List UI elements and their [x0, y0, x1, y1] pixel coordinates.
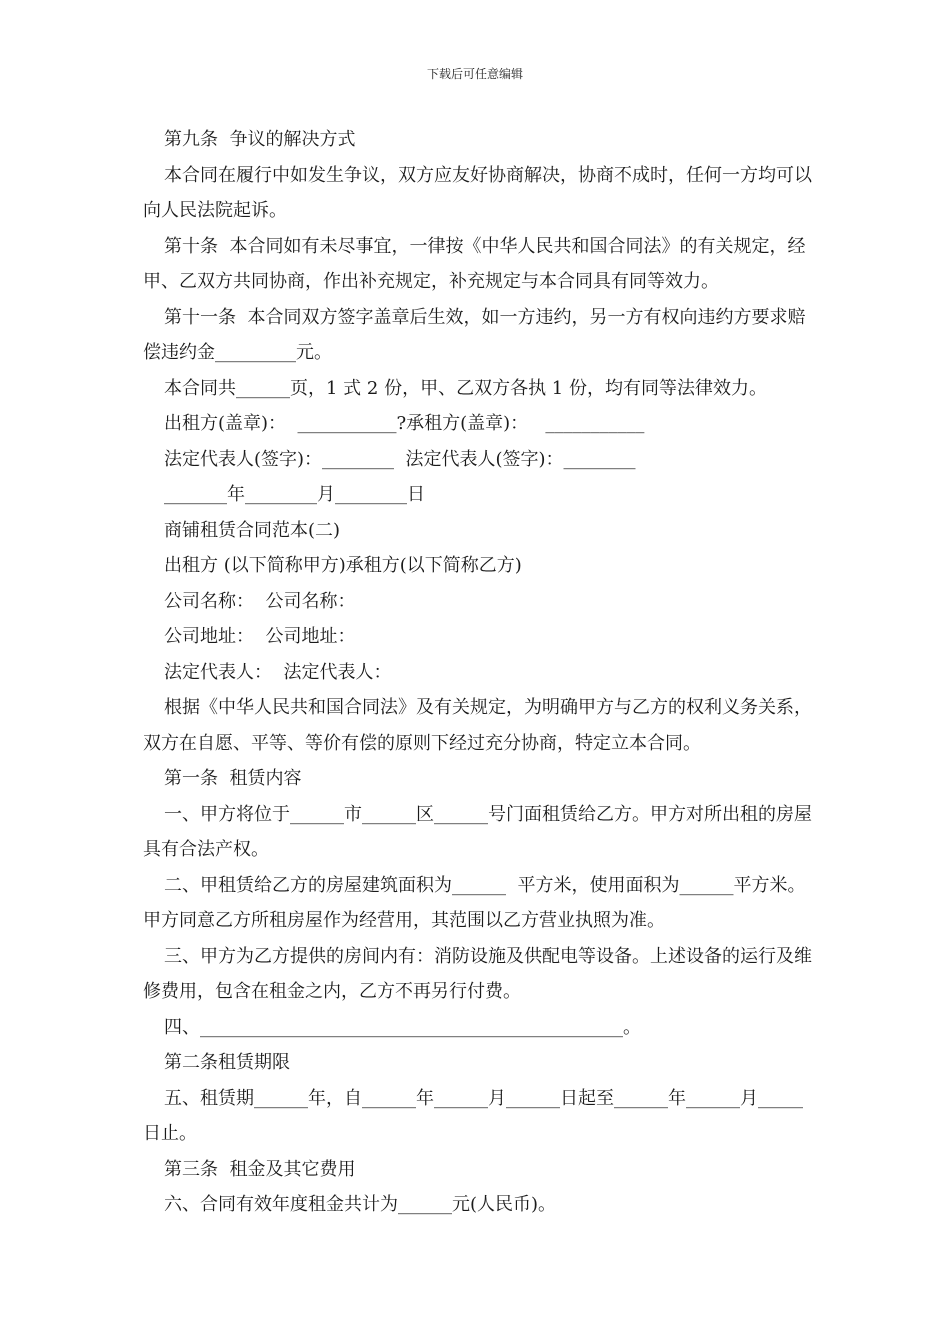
page-header-note: 下载后可任意编辑 [426, 67, 523, 81]
clause-3: 三、甲方为乙方提供的房间内有：消防设施及供配电等设备。上述设备的运行及维修费用，包含在租金之内，乙方不再另行付费。 [143, 945, 812, 1002]
company-name-line: 公司名称： 公司名称： [164, 590, 356, 612]
clause-1: 一、甲方将位于______市______区______号门面租赁给乙方。甲方对所出租的房屋具有合法产权。 [143, 803, 812, 860]
article-1-heading: 第一条 租赁内容 [164, 768, 302, 789]
date-line: _______年________月________日 [164, 484, 425, 505]
clause-4: 四、_______________________________________________。 [164, 1016, 641, 1038]
legal-rep-line: 法定代表人： 法定代表人： [164, 661, 392, 683]
signature-line: 法定代表人(签字)：________ 法定代表人(签字)：________ [164, 448, 636, 470]
copies-clause: 本合同共______页，1 式 2 份，甲、乙双方各执 1 份，均有同等法律效力。 [164, 377, 767, 399]
article-9-heading: 第九条 争议的解决方式 [164, 129, 356, 150]
article-2-heading: 第二条租赁期限 [164, 1052, 290, 1073]
template-2-title: 商铺租赁合同范本(二) [164, 519, 341, 541]
preamble: 根据《中华人民共和国合同法》及有关规定，为明确甲方与乙方的权利义务关系，双方在自愿、平等、等价有偿的原则下经过充分协商，特定立本合同。 [143, 697, 812, 754]
seal-line: 出租方(盖章)： ___________?承租方(盖章)： ___________ [164, 413, 645, 434]
article-10-text: 第十条 本合同如有未尽事宜，一律按《中华人民共和国合同法》的有关规定，经甲、乙双方共同协商，作出补充规定，补充规定与本合同具有同等效力。 [143, 235, 806, 292]
contract-body [143, 122, 813, 1223]
clause-2: 二、甲租赁给乙方的房屋建筑面积为______ 平方米，使用面积为______平方米。甲方同意乙方所租房屋作为经营用，其范围以乙方营业执照为准。 [143, 874, 806, 931]
parties-line: 出租方 (以下简称甲方)承租方(以下简称乙方) [164, 555, 522, 576]
article-9-text: 本合同在履行中如发生争议，双方应友好协商解决，协商不成时，任何一方均可以向人民法院起诉。 [143, 164, 812, 221]
company-address-line: 公司地址： 公司地址： [164, 626, 356, 647]
article-11-text: 第十一条 本合同双方签字盖章后生效，如一方违约，另一方有权向违约方要求赔偿违约金_________元。 [143, 306, 806, 363]
clause-6: 六、合同有效年度租金共计为______元(人民币)。 [164, 1194, 557, 1215]
clause-5: 五、租赁期______年，自______年______月______日起至______年______月_____日止。 [143, 1087, 803, 1144]
article-3-heading: 第三条 租金及其它费用 [164, 1158, 356, 1180]
